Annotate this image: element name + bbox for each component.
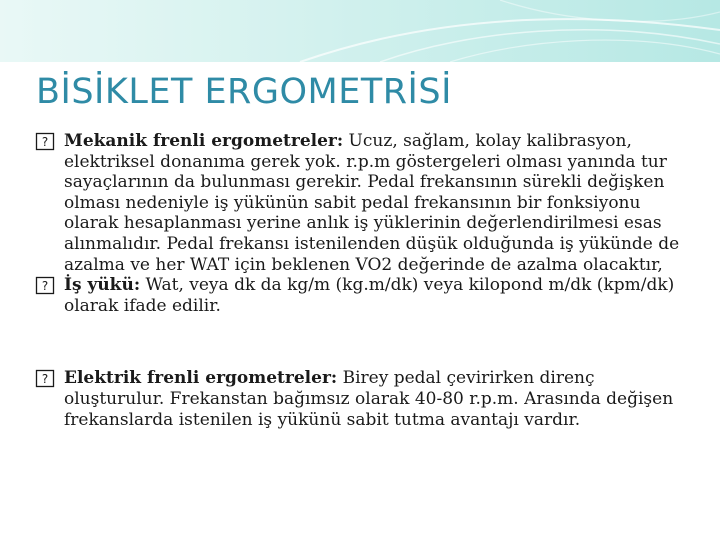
paragraph-workload <box>34 275 688 316</box>
paragraph-mechanical <box>34 131 688 275</box>
replacement-glyph-icon <box>34 369 56 388</box>
header-band <box>0 0 720 62</box>
replacement-glyph-icon <box>34 276 56 295</box>
paragraph-lead: Mekanik frenli ergometreler: <box>64 131 344 151</box>
replacement-glyph-icon <box>34 132 56 151</box>
paragraph-text: Birey pedal çevirirken direnç oluşturulur. Frekanstan bağımsız olarak 40-80 r.p.m. Arasında değişen frekanslarda istenilen iş yükünü sabit tutma avantajı vardır. <box>64 368 674 430</box>
paragraph-lead: Elektrik frenli ergometreler: <box>64 368 338 389</box>
paragraph-text: Wat, veya dk da kg/m (kg.m/dk) veya kilopond m/dk (kpm/dk) olarak ifade edilir. <box>64 275 675 316</box>
paragraph-electric <box>34 368 688 430</box>
slide-title: BİSİKLET ERGOMETRİSİ <box>36 72 452 112</box>
svg-text:?: ? <box>41 372 49 387</box>
svg-text:?: ? <box>41 279 49 294</box>
paragraph-text: Ucuz, sağlam, kolay kalibrasyon, elektriksel donanıma gerek yok. r.p.m göstergeleri olması yanında tur sayaçlarının da bulunması gerekir. Pedal frekansının sürekli değişken olması nedeniyle iş yükünün sabit pedal frekansının bir fonksiyonu olarak hesaplanması yerine anlık iş yüklerinin değerlendirilmesi esas alınmalıdır. Pedal frekansı istenilenden düşük olduğunda iş yükünde de azalma ve her WAT için beklenen VO2 değerinde de azalma olacaktır, <box>64 131 680 275</box>
paragraph-lead: İş yükü: <box>64 275 141 296</box>
svg-text:?: ? <box>41 135 49 149</box>
decorative-swirl <box>0 0 720 62</box>
slide-body <box>34 131 688 430</box>
